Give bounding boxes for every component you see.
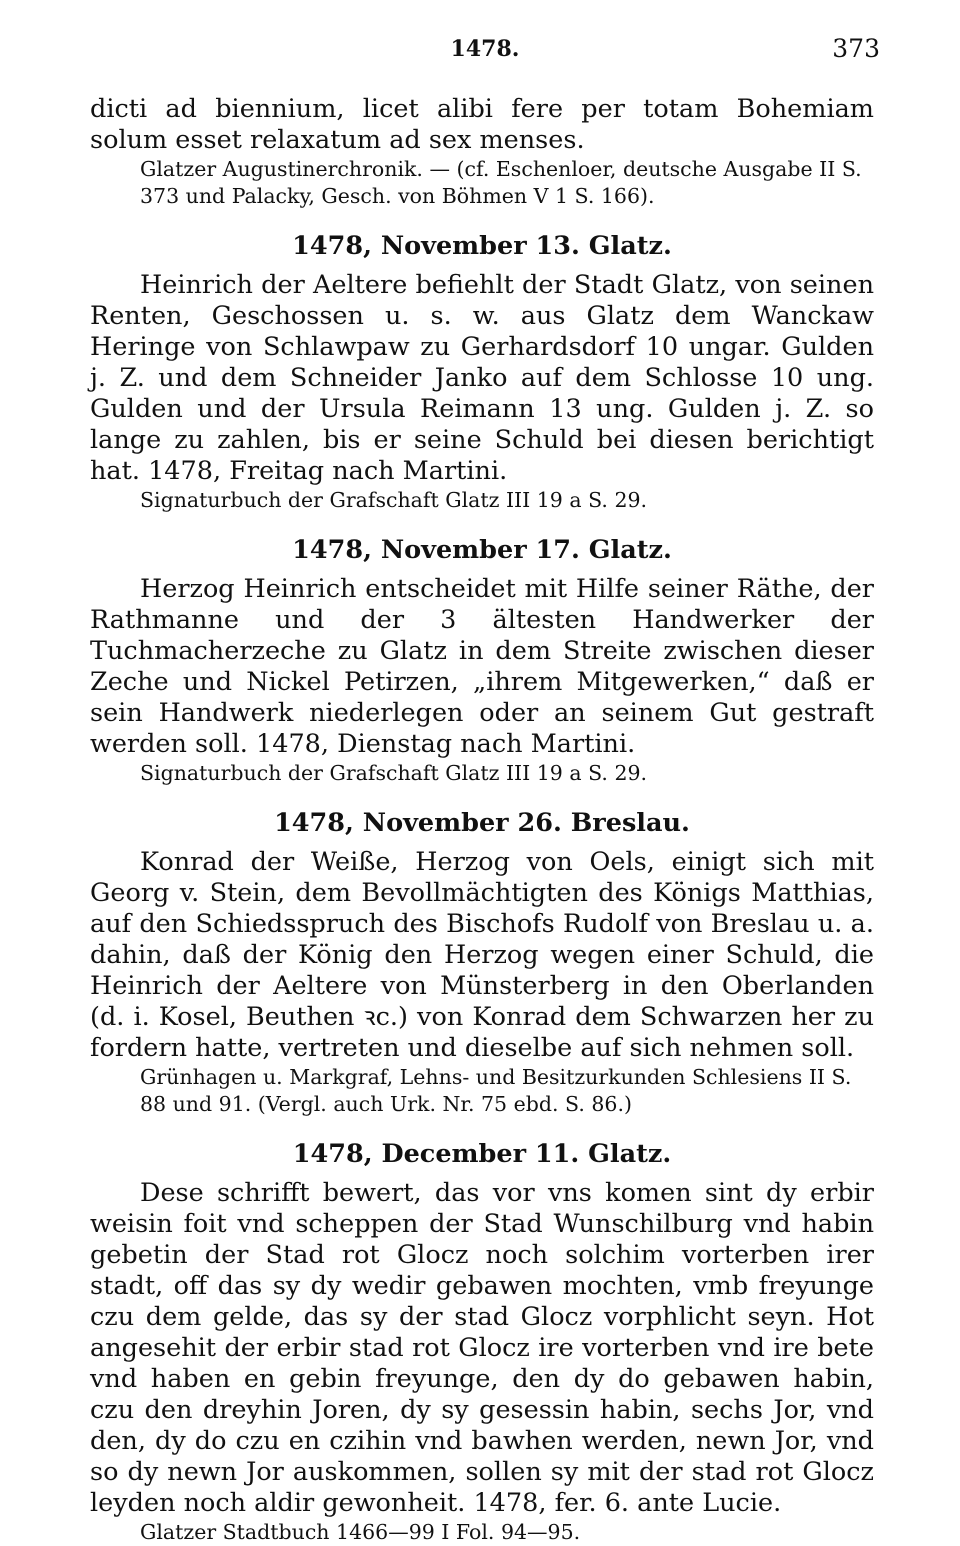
entry-source: Glatzer Stadtbuch 1466—99 I Fol. 94—95.	[140, 1520, 581, 1544]
continuation-text: dicti ad biennium, licet alibi fere per totam Bohemiam solum esset relaxatum ad sex menses.	[90, 94, 874, 155]
page-header	[90, 30, 880, 70]
entry-1478-11-13	[90, 228, 874, 514]
entry-heading: 1478, November 13. Glatz.	[292, 231, 672, 261]
entry-source: Signaturbuch der Grafschaft Glatz III 19 a S. 29.	[140, 761, 648, 785]
entry-heading: 1478, November 17. Glatz.	[292, 535, 672, 565]
entry-source: Grünhagen u. Markgraf, Lehns- und Besitzurkunden Schlesiens II S. 88 und 91. (Vergl. auch Urk. Nr. 75 ebd. S. 86.)	[140, 1065, 852, 1116]
page-number: 373	[832, 34, 880, 63]
entry-1478-11-17	[90, 532, 874, 787]
entry-heading: 1478, November 26. Breslau.	[274, 808, 690, 838]
entry-text: Konrad der Weiße, Herzog von Oels, einigt sich mit Georg v. Stein, dem Bevollmächtigten des Königs Matthias, auf den Schiedsspruch des Bischofs Rudolf von Breslau u. a. dahin, daß der König den Herzog wegen einer Schuld, die Heinrich der Aeltere von Münsterberg in den Oberlanden (d. i. Kosel, Beuthen ꝛc.) von Konrad dem Schwarzen her zu fordern hatte, vertreten und dieselbe auf sich nehmen soll.	[90, 847, 874, 1063]
entry-source: Signaturbuch der Grafschaft Glatz III 19 a S. 29.	[140, 488, 648, 512]
entry-1478-11-26	[90, 805, 874, 1118]
page-content	[90, 94, 874, 1546]
running-head-year: 1478.	[450, 36, 520, 62]
continuation-source: Glatzer Augustinerchronik. — (cf. Eschenloer, deutsche Ausgabe II S. 373 und Palacky, Gesch. von Böhmen V 1 S. 166).	[140, 157, 862, 208]
entry-text: Heinrich der Aeltere befiehlt der Stadt Glatz, von seinen Renten, Geschossen u. s. w. aus Glatz dem Wanckaw Heringe von Schlawpaw zu Gerhardsdorf 10 ungar. Gulden j. Z. und dem Schneider Janko auf dem Schlosse 10 ung. Gulden und der Ursula Reimann 13 ung. Gulden j. Z. so lange zu zahlen, bis er seine Schuld bei diesen berichtigt hat. 1478, Freitag nach Martini.	[90, 270, 874, 486]
entry-heading: 1478, December 11. Glatz.	[292, 1139, 672, 1169]
continuation-block	[90, 94, 874, 210]
entry-text: Dese schrifft bewert, das vor vns komen sint dy erbir weisin foit vnd scheppen der Stad Wunschilburg vnd habin gebetin der Stad rot Glocz noch solchim vorterben irer stadt, off das sy dy wedir gebawen mochten, vmb freyunge czu dem gelde, das sy der stad Glocz vorphlicht seyn. Hot angesehit der erbir stad rot Glocz ire vorterben vnd ire bete vnd haben en gebin freyunge, den dy do gebawen habin, czu den dreyhin Joren, dy sy gesessin habin, sechs Jor, vnd den, dy do czu en czihin vnd bawhen werden, newn Jor, vnd so dy newn Jor auskommen, sollen sy mit der stad rot Glocz leyden noch aldir gewonheit. 1478, fer. 6. ante Lucie.	[90, 1178, 874, 1518]
entry-text: Herzog Heinrich entscheidet mit Hilfe seiner Räthe, der Rathmanne und der 3 ältesten Handwerker der Tuchmacherzeche zu Glatz in dem Streite zwischen dieser Zeche und Nickel Petirzen, „ihrem Mitgewerken,“ daß er sein Handwerk niederlegen oder an seinem Gut gestraft werden soll. 1478, Dienstag nach Martini.	[90, 574, 874, 759]
